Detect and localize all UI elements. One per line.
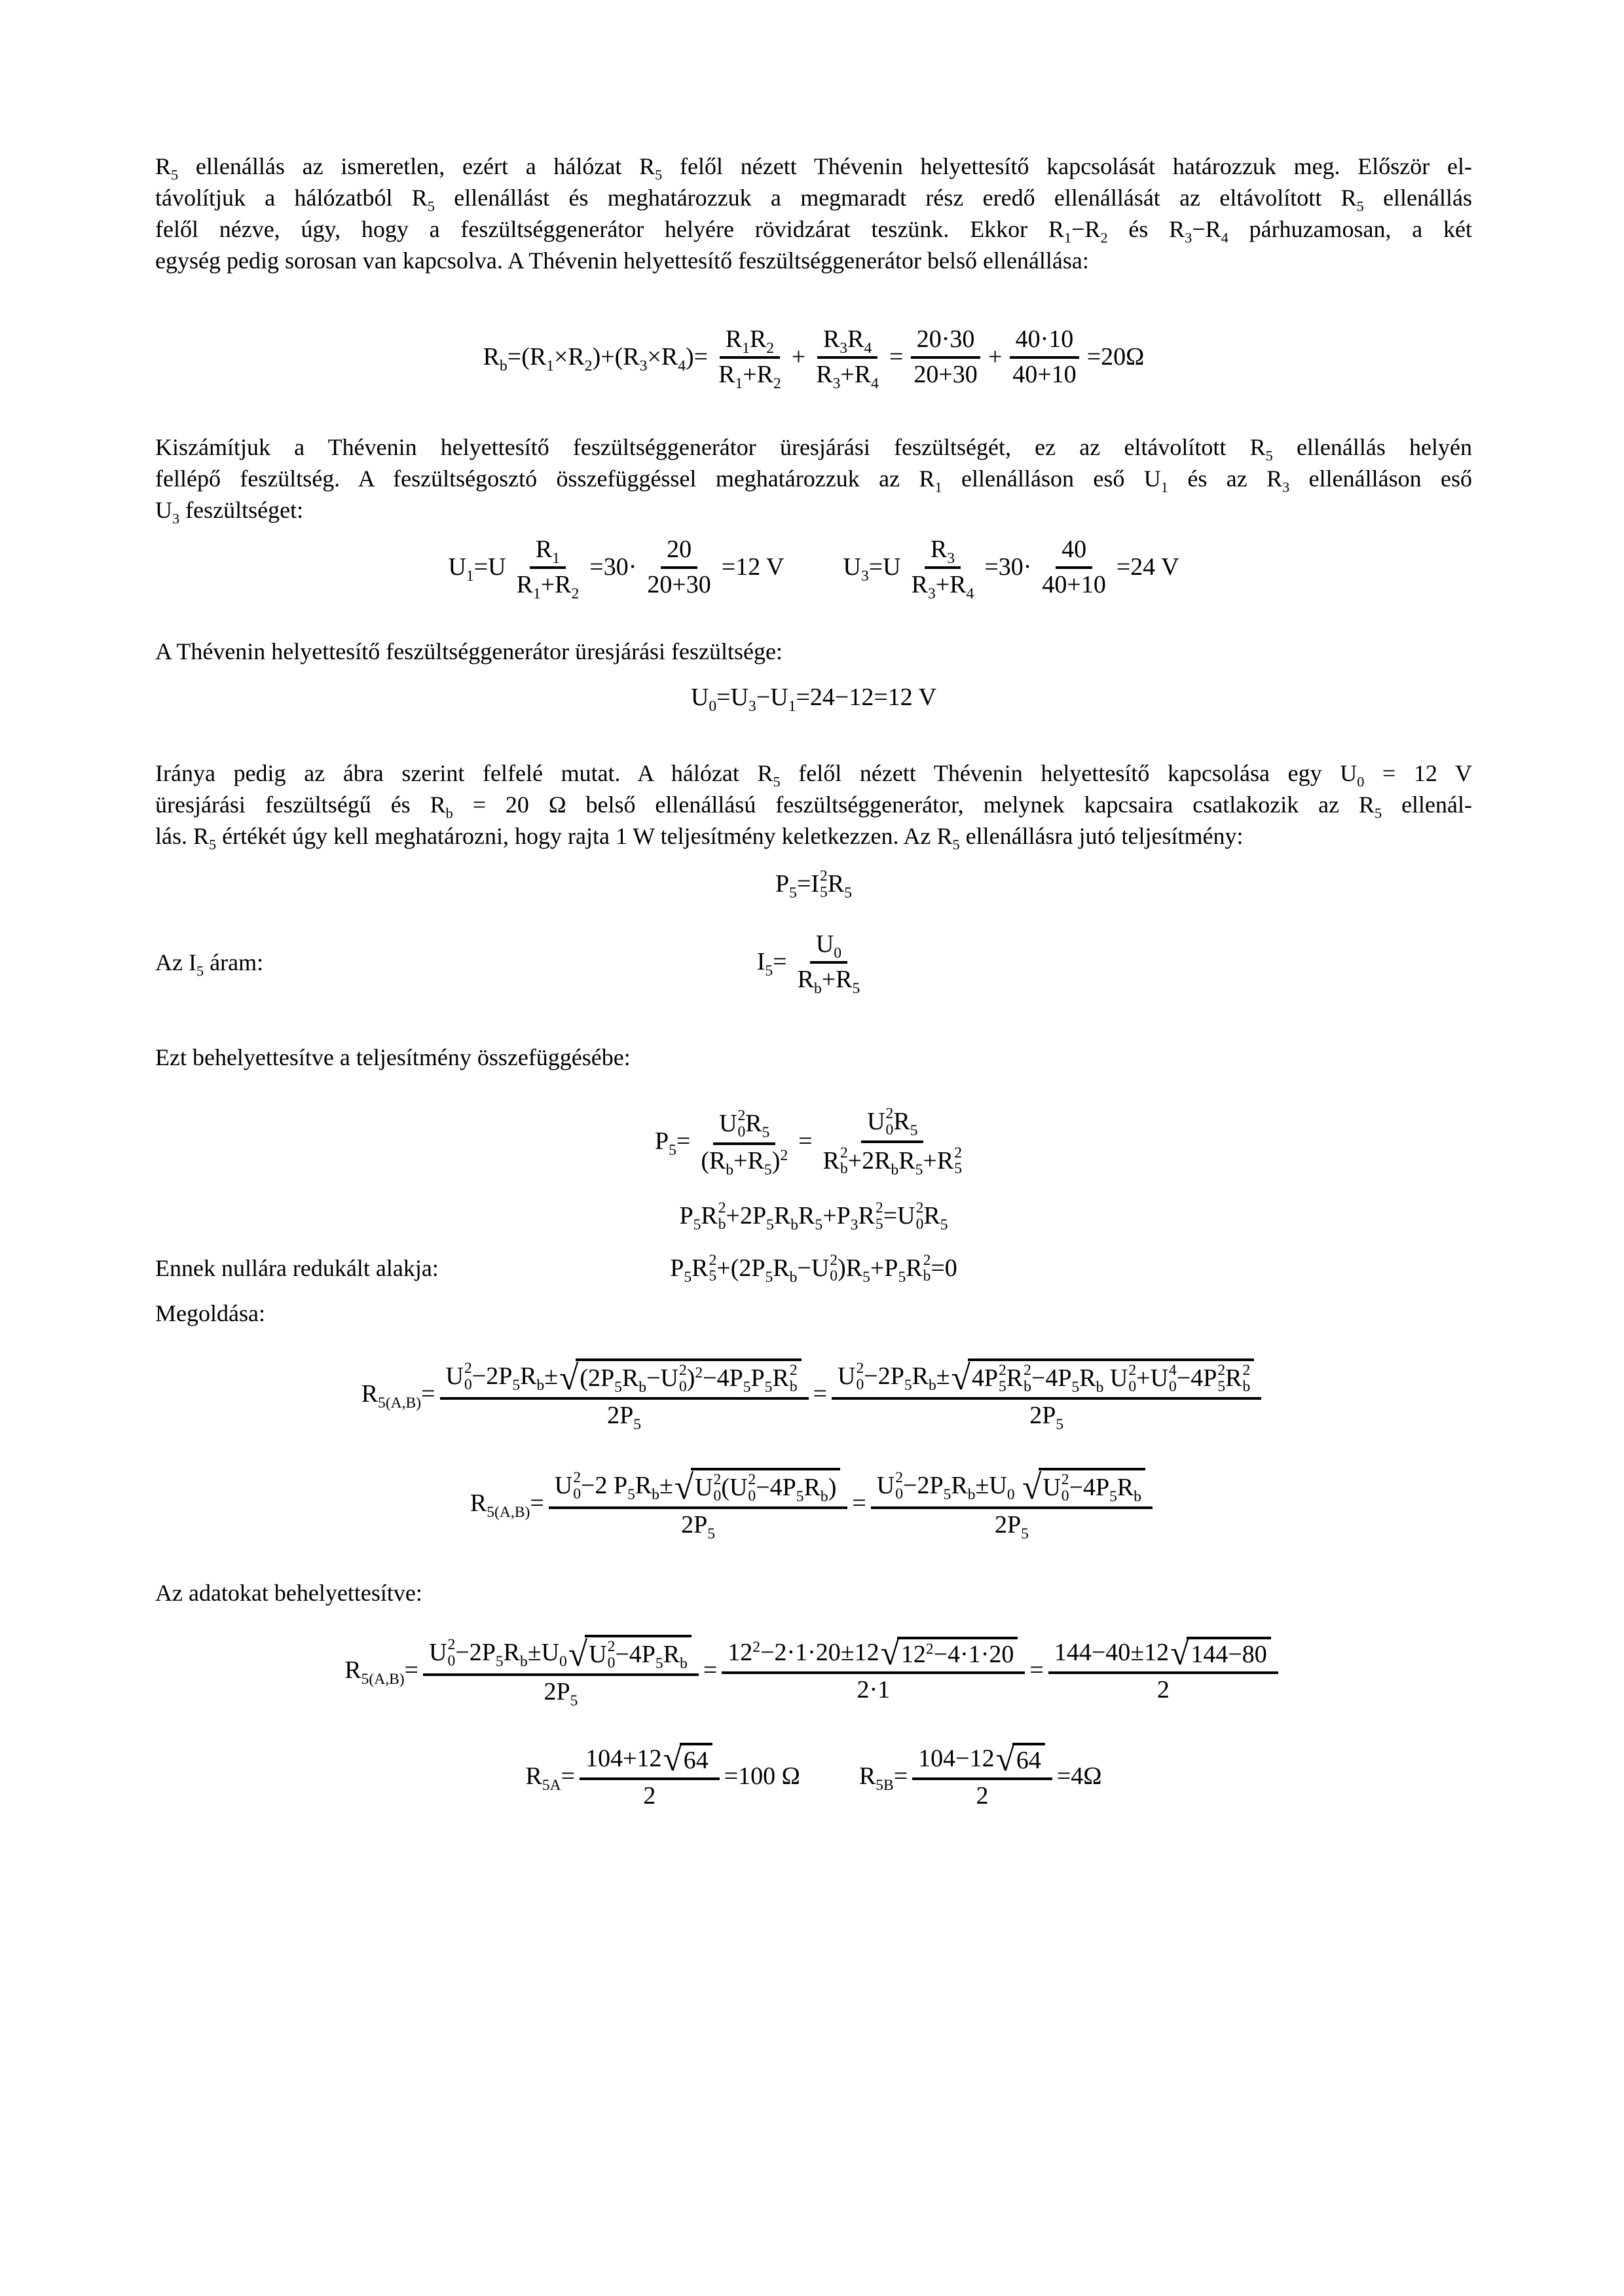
formula-u0: $U_0=U_3-U_1=24-12=12$ V xyxy=(690,683,937,715)
formula-r5ab-discriminant-row xyxy=(155,1358,1472,1433)
formula-results-row xyxy=(155,1739,1472,1811)
formula-rb-row xyxy=(155,325,1472,392)
formula-r5ab-numeric: $R_{5(A,B)}=$ U 2 0 $-2P_5R_b\pm U_0$ √ U 2 0 $-4P_5R_b$ $2P_5$ = $12^2-2\cdot 1\cdot 20\pm 12$ √ $12^2-4\cdot 1\cdot 20$ 2·1 = 144−40±12 √ 144−80 2 xyxy=(344,1635,1283,1706)
paragraph-open-circuit-line-3: $U_3$ feszültséget: xyxy=(155,497,304,527)
paragraph-intro-line-1: $R_5$ ellenállás az ismeretlen, ezért a hálózat $R_5$ felől nézett Thévenin helyettesítő kapcsolását határozzuk meg. Először el- xyxy=(155,153,1472,183)
formula-r5b-result: $R_{5B}=$ 104−12 √ 64 2 =4Ω xyxy=(858,1739,1102,1810)
formula-i5-row xyxy=(155,930,1472,997)
formula-p5-reduced: $P_5$ R 2 5 $+(2P_5R_b-$ U 2 0 )$R_5+P_5$ R 2 b =0 xyxy=(670,1251,957,1286)
paragraph-substitute: Ezt behelyettesítve a teljesítmény összefüggésébe: xyxy=(155,1044,631,1071)
formula-p5-expanded-row xyxy=(155,1106,1472,1177)
paragraph-direction-line-2: üresjárási feszültségű és $R_b = 20$ Ω belső ellenállású feszültséggenerátor, melynek kapcsaira csatlakozik az $R_5$ ellenál- xyxy=(155,792,1472,822)
paragraph-numeric: Az adatokat behelyettesítve: xyxy=(155,1580,422,1607)
paragraph-thevenin-voltage: A Thévenin helyettesítő feszültséggenerátor üresjárási feszültsége: xyxy=(155,638,783,665)
paragraph-intro-line-2: távolítjuk a hálózatból $R_5$ ellenállást és meghatározzuk a megmaradt rész eredő ellenállását az eltávolított $R_5$ ellenállás xyxy=(155,185,1473,215)
formula-p5: $P_5=$ I 2 5 $R_5$ xyxy=(775,867,852,902)
paragraph-intro-line-4: egység pedig sorosan van kapcsolva. A Thévenin helyettesítő feszültséggenerátor belső ellenállása: xyxy=(155,247,1089,274)
paragraph-open-circuit xyxy=(155,431,1472,526)
label-reduced-form: Ennek nullára redukált alakja: xyxy=(155,1255,439,1282)
paragraph-open-circuit-line-1: Kiszámítjuk a Thévenin helyettesítő feszültséggenerátor üresjárási feszültségét, ez az eltávolított $R_5$ ellenállás helyén xyxy=(155,434,1473,464)
formula-u0-row xyxy=(155,683,1472,715)
formula-r5ab-simplified-row xyxy=(155,1468,1472,1542)
paragraph-direction-line-3: lás. $R_5$ értékét úgy kell meghatározni, hogy rajta 1 W teljesítmény keletkezzen. Az $R_5$ ellenállásra jutó teljesítmény: xyxy=(155,823,1244,853)
formula-rb: $R_b=(R_1\times R_2)+(R_3\times R_4)=$ $\frac{R_1R_2}{R_1+R_2}$ + $\frac{R_3R_4}{R_3+R_4}$ = $\frac{20\cdot 30}{20+30}$ + $\frac{40\cdot 10}{40+10}$ =20Ω xyxy=(483,325,1145,392)
paragraph-direction xyxy=(155,757,1472,852)
formula-r5ab-discriminant: $R_{5(A,B)}=$ U 2 0 $-2P_5R_b\pm$ √ ($2P_5R_b-$ U 2 0 )$^2-4P_5P_5$ R 2 b $2P_5$ = U 2 0 $-2P_5R_b\pm$ √ 4 P 2 5 R 2 b $-4P_5R_b$ U 2 0 + U 4 0 −4 P 2 5 R 2 b $2P_5$ xyxy=(361,1358,1266,1430)
paragraph-open-circuit-line-2: fellépő feszültség. A feszültségosztó összefüggéssel meghatározzuk az $R_1$ ellenálláson eső $U_1$ és az $R_3$ ellenálláson eső xyxy=(155,465,1473,496)
formula-u1: $U_1=U$ $\frac{R_1}{R_1+R_2}$ =30· $\frac{20}{20+30}$ =12 V xyxy=(448,536,784,602)
formula-p5-expanded: $P_5=$ U 2 0 $R_5$ $(R_b+R_5)^2$ = U 2 0 $R_5$ R 2 b $+2R_bR_5+$ R 2 5 xyxy=(655,1105,962,1178)
formula-voltage-divider-row xyxy=(155,536,1472,602)
formula-r5a-result: $R_{5A}=$ 104+12 √ 64 2 =100 Ω xyxy=(525,1739,800,1810)
formula-p5-row xyxy=(155,868,1472,900)
formula-p5-quadratic: $P_5$ R 2 b $+2P_5R_bR_5+P_3$ R 2 5 = U 2 0 $R_5$ xyxy=(679,1199,948,1234)
paragraph-intro-line-3: felől nézve, úgy, hogy a feszültséggenerátor helyére rövidzárat teszünk. Ekkor $R_1-R_2$ és $R_3-R_4$ párhuzamosan, a két xyxy=(155,216,1473,246)
label-i5-current: Az $I_5$ áram: xyxy=(155,949,264,979)
formula-u3: $U_3=U$ $\frac{R_3}{R_3+R_4}$ =30· $\frac{40}{40+10}$ =24 V xyxy=(843,536,1179,602)
paragraph-intro xyxy=(155,151,1472,276)
formula-p5-reduced-row xyxy=(155,1252,1472,1285)
paragraph-solution: Megoldása: xyxy=(155,1300,265,1327)
formula-i5: $I_5=$ $\frac{U_0}{R_b+R_5}$ xyxy=(756,930,860,997)
formula-r5ab-simplified: $R_{5(A,B)}=$ U 2 0 −2 $P_5R_b\pm$ √ U 2 0 ( U 2 0 $-4P_5R_b$) $2P_5$ = U 2 0 $-2P_5R_b\pm U_0$ √ U 2 0 $-4P_5R_b$ $2P_5$ xyxy=(470,1468,1157,1539)
paragraph-direction-line-1: Iránya pedig az ábra szerint felfelé mutat. A hálózat $R_5$ felől nézett Thévenin helyettesítő kapcsolása egy $U_0 = 12$ V xyxy=(155,760,1472,790)
formula-r5ab-numeric-row xyxy=(155,1633,1472,1709)
formula-p5-quadratic-row xyxy=(155,1200,1472,1232)
